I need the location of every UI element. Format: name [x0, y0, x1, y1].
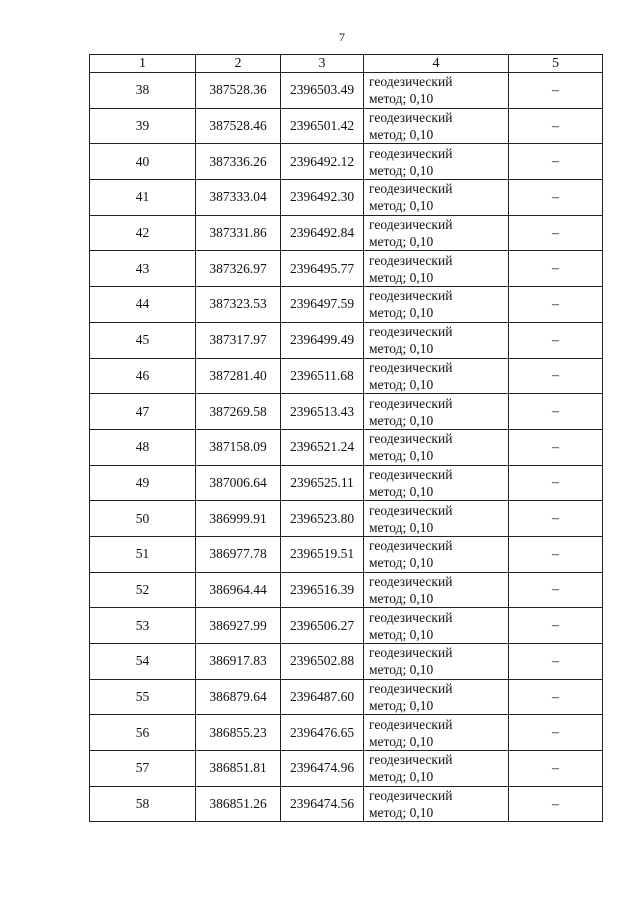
method-accuracy-cell	[364, 429, 509, 465]
y-coordinate-cell: 2396516.39	[281, 572, 364, 608]
table-row	[90, 287, 603, 323]
accuracy-line: метод; 0,10	[369, 412, 434, 428]
note-cell	[509, 322, 603, 358]
note-cell	[509, 108, 603, 144]
x-coordinate-cell: 387528.36	[196, 73, 281, 109]
x-coordinate-cell: 386851.26	[196, 786, 281, 822]
table-row	[90, 536, 603, 572]
method-accuracy-cell	[364, 536, 509, 572]
note-cell	[509, 644, 603, 680]
method-line: геодезический	[369, 324, 453, 340]
note-cell	[509, 608, 603, 644]
accuracy-line: метод; 0,10	[369, 162, 434, 178]
point-number-cell: 53	[90, 608, 196, 644]
note-dash: –	[552, 225, 559, 241]
x-coordinate-cell: 387336.26	[196, 144, 281, 180]
method-line: геодезический	[369, 752, 453, 768]
table-row	[90, 429, 603, 465]
note-dash: –	[552, 689, 559, 705]
point-number-cell: 56	[90, 715, 196, 751]
accuracy-line: метод; 0,10	[369, 555, 434, 571]
y-coordinate-cell: 2396525.11	[281, 465, 364, 501]
point-number-cell: 50	[90, 501, 196, 537]
note-cell	[509, 394, 603, 430]
note-dash: –	[552, 332, 559, 348]
accuracy-line: метод; 0,10	[369, 590, 434, 606]
x-coordinate-cell: 387006.64	[196, 465, 281, 501]
method-accuracy-cell	[364, 608, 509, 644]
method-line: геодезический	[369, 502, 453, 518]
y-coordinate-cell: 2396497.59	[281, 287, 364, 323]
y-coordinate-cell: 2396519.51	[281, 536, 364, 572]
accuracy-line: метод; 0,10	[369, 198, 434, 214]
accuracy-line: метод; 0,10	[369, 698, 434, 714]
method-accuracy-cell	[364, 108, 509, 144]
method-line: геодезический	[369, 716, 453, 732]
table-row	[90, 180, 603, 216]
point-number-cell: 39	[90, 108, 196, 144]
method-accuracy-cell	[364, 644, 509, 680]
note-dash: –	[552, 439, 559, 455]
method-line: геодезический	[369, 538, 453, 554]
table-row	[90, 644, 603, 680]
y-coordinate-cell: 2396523.80	[281, 501, 364, 537]
point-number-cell: 54	[90, 644, 196, 680]
x-coordinate-cell: 386917.83	[196, 644, 281, 680]
table-row	[90, 786, 603, 822]
page-number: 7	[339, 30, 345, 44]
x-coordinate-cell: 386927.99	[196, 608, 281, 644]
accuracy-line: метод; 0,10	[369, 733, 434, 749]
note-dash: –	[552, 296, 559, 312]
y-coordinate-cell: 2396492.12	[281, 144, 364, 180]
accuracy-line: метод; 0,10	[369, 662, 434, 678]
note-cell	[509, 215, 603, 251]
table-row	[90, 501, 603, 537]
method-accuracy-cell	[364, 572, 509, 608]
table-row	[90, 715, 603, 751]
method-line: геодезический	[369, 466, 453, 482]
y-coordinate-cell: 2396506.27	[281, 608, 364, 644]
y-coordinate-cell: 2396492.30	[281, 180, 364, 216]
x-coordinate-cell: 386999.91	[196, 501, 281, 537]
method-line: геодезический	[369, 788, 453, 804]
accuracy-line: метод; 0,10	[369, 269, 434, 285]
method-accuracy-cell	[364, 751, 509, 787]
note-cell	[509, 465, 603, 501]
y-coordinate-cell: 2396476.65	[281, 715, 364, 751]
y-coordinate-cell: 2396502.88	[281, 644, 364, 680]
accuracy-line: метод; 0,10	[369, 448, 434, 464]
x-coordinate-cell: 387281.40	[196, 358, 281, 394]
table-row	[90, 108, 603, 144]
point-number-cell: 45	[90, 322, 196, 358]
note-dash: –	[552, 82, 559, 98]
method-accuracy-cell	[364, 322, 509, 358]
method-accuracy-cell	[364, 144, 509, 180]
method-line: геодезический	[369, 645, 453, 661]
table-row	[90, 751, 603, 787]
accuracy-line: метод; 0,10	[369, 519, 434, 535]
table-row	[90, 322, 603, 358]
table-body	[90, 73, 603, 822]
x-coordinate-cell: 386851.81	[196, 751, 281, 787]
table-header-row	[90, 55, 603, 73]
table-row	[90, 465, 603, 501]
method-accuracy-cell	[364, 679, 509, 715]
note-cell	[509, 180, 603, 216]
method-accuracy-cell	[364, 465, 509, 501]
note-cell	[509, 358, 603, 394]
accuracy-line: метод; 0,10	[369, 769, 434, 785]
point-number-cell: 38	[90, 73, 196, 109]
table-row	[90, 394, 603, 430]
method-line: геодезический	[369, 395, 453, 411]
table-row	[90, 572, 603, 608]
x-coordinate-cell: 387326.97	[196, 251, 281, 287]
point-number-cell: 55	[90, 679, 196, 715]
point-number-cell: 52	[90, 572, 196, 608]
table-row	[90, 679, 603, 715]
note-dash: –	[552, 189, 559, 205]
method-accuracy-cell	[364, 73, 509, 109]
note-dash: –	[552, 546, 559, 562]
point-number-cell: 57	[90, 751, 196, 787]
y-coordinate-cell: 2396492.84	[281, 215, 364, 251]
note-dash: –	[552, 511, 559, 527]
note-dash: –	[552, 154, 559, 170]
note-dash: –	[552, 118, 559, 134]
column-header: 1	[90, 55, 196, 73]
note-cell	[509, 251, 603, 287]
accuracy-line: метод; 0,10	[369, 127, 434, 143]
accuracy-line: метод; 0,10	[369, 91, 434, 107]
note-dash: –	[552, 760, 559, 776]
method-line: геодезический	[369, 288, 453, 304]
note-cell	[509, 751, 603, 787]
note-cell	[509, 572, 603, 608]
coordinates-table	[89, 54, 603, 822]
note-dash: –	[552, 582, 559, 598]
point-number-cell: 43	[90, 251, 196, 287]
point-number-cell: 41	[90, 180, 196, 216]
accuracy-line: метод; 0,10	[369, 805, 434, 821]
accuracy-line: метод; 0,10	[369, 376, 434, 392]
method-line: геодезический	[369, 181, 453, 197]
point-number-cell: 48	[90, 429, 196, 465]
method-line: геодезический	[369, 431, 453, 447]
accuracy-line: метод; 0,10	[369, 305, 434, 321]
y-coordinate-cell: 2396511.68	[281, 358, 364, 394]
y-coordinate-cell: 2396501.42	[281, 108, 364, 144]
method-accuracy-cell	[364, 715, 509, 751]
table-row	[90, 358, 603, 394]
x-coordinate-cell: 386879.64	[196, 679, 281, 715]
method-line: геодезический	[369, 573, 453, 589]
y-coordinate-cell: 2396474.56	[281, 786, 364, 822]
x-coordinate-cell: 387331.86	[196, 215, 281, 251]
point-number-cell: 46	[90, 358, 196, 394]
method-accuracy-cell	[364, 501, 509, 537]
y-coordinate-cell: 2396487.60	[281, 679, 364, 715]
table-row	[90, 144, 603, 180]
table-row	[90, 215, 603, 251]
note-dash: –	[552, 404, 559, 420]
note-cell	[509, 501, 603, 537]
method-accuracy-cell	[364, 180, 509, 216]
method-line: геодезический	[369, 74, 453, 90]
x-coordinate-cell: 387333.04	[196, 180, 281, 216]
method-line: геодезический	[369, 217, 453, 233]
method-accuracy-cell	[364, 394, 509, 430]
x-coordinate-cell: 386977.78	[196, 536, 281, 572]
accuracy-line: метод; 0,10	[369, 483, 434, 499]
note-cell	[509, 715, 603, 751]
y-coordinate-cell: 2396499.49	[281, 322, 364, 358]
table-row	[90, 73, 603, 109]
column-header: 5	[509, 55, 603, 73]
note-cell	[509, 73, 603, 109]
x-coordinate-cell: 387269.58	[196, 394, 281, 430]
point-number-cell: 49	[90, 465, 196, 501]
x-coordinate-cell: 386964.44	[196, 572, 281, 608]
y-coordinate-cell: 2396503.49	[281, 73, 364, 109]
column-header: 4	[364, 55, 509, 73]
column-header: 3	[281, 55, 364, 73]
point-number-cell: 58	[90, 786, 196, 822]
note-cell	[509, 429, 603, 465]
y-coordinate-cell: 2396521.24	[281, 429, 364, 465]
note-cell	[509, 786, 603, 822]
method-accuracy-cell	[364, 251, 509, 287]
point-number-cell: 47	[90, 394, 196, 430]
note-cell	[509, 679, 603, 715]
table-row	[90, 608, 603, 644]
method-accuracy-cell	[364, 287, 509, 323]
table-row	[90, 251, 603, 287]
method-accuracy-cell	[364, 215, 509, 251]
method-accuracy-cell	[364, 786, 509, 822]
note-dash: –	[552, 475, 559, 491]
note-dash: –	[552, 725, 559, 741]
x-coordinate-cell: 387528.46	[196, 108, 281, 144]
method-line: геодезический	[369, 110, 453, 126]
y-coordinate-cell: 2396513.43	[281, 394, 364, 430]
accuracy-line: метод; 0,10	[369, 234, 434, 250]
method-line: геодезический	[369, 681, 453, 697]
point-number-cell: 51	[90, 536, 196, 572]
note-dash: –	[552, 618, 559, 634]
y-coordinate-cell: 2396474.96	[281, 751, 364, 787]
method-line: геодезический	[369, 252, 453, 268]
method-line: геодезический	[369, 359, 453, 375]
x-coordinate-cell: 386855.23	[196, 715, 281, 751]
point-number-cell: 40	[90, 144, 196, 180]
method-line: геодезический	[369, 145, 453, 161]
note-dash: –	[552, 653, 559, 669]
y-coordinate-cell: 2396495.77	[281, 251, 364, 287]
column-header: 2	[196, 55, 281, 73]
x-coordinate-cell: 387323.53	[196, 287, 281, 323]
note-dash: –	[552, 796, 559, 812]
method-accuracy-cell	[364, 358, 509, 394]
point-number-cell: 44	[90, 287, 196, 323]
note-dash: –	[552, 261, 559, 277]
note-cell	[509, 287, 603, 323]
x-coordinate-cell: 387158.09	[196, 429, 281, 465]
method-line: геодезический	[369, 609, 453, 625]
accuracy-line: метод; 0,10	[369, 341, 434, 357]
note-dash: –	[552, 368, 559, 384]
accuracy-line: метод; 0,10	[369, 626, 434, 642]
x-coordinate-cell: 387317.97	[196, 322, 281, 358]
note-cell	[509, 144, 603, 180]
note-cell	[509, 536, 603, 572]
point-number-cell: 42	[90, 215, 196, 251]
